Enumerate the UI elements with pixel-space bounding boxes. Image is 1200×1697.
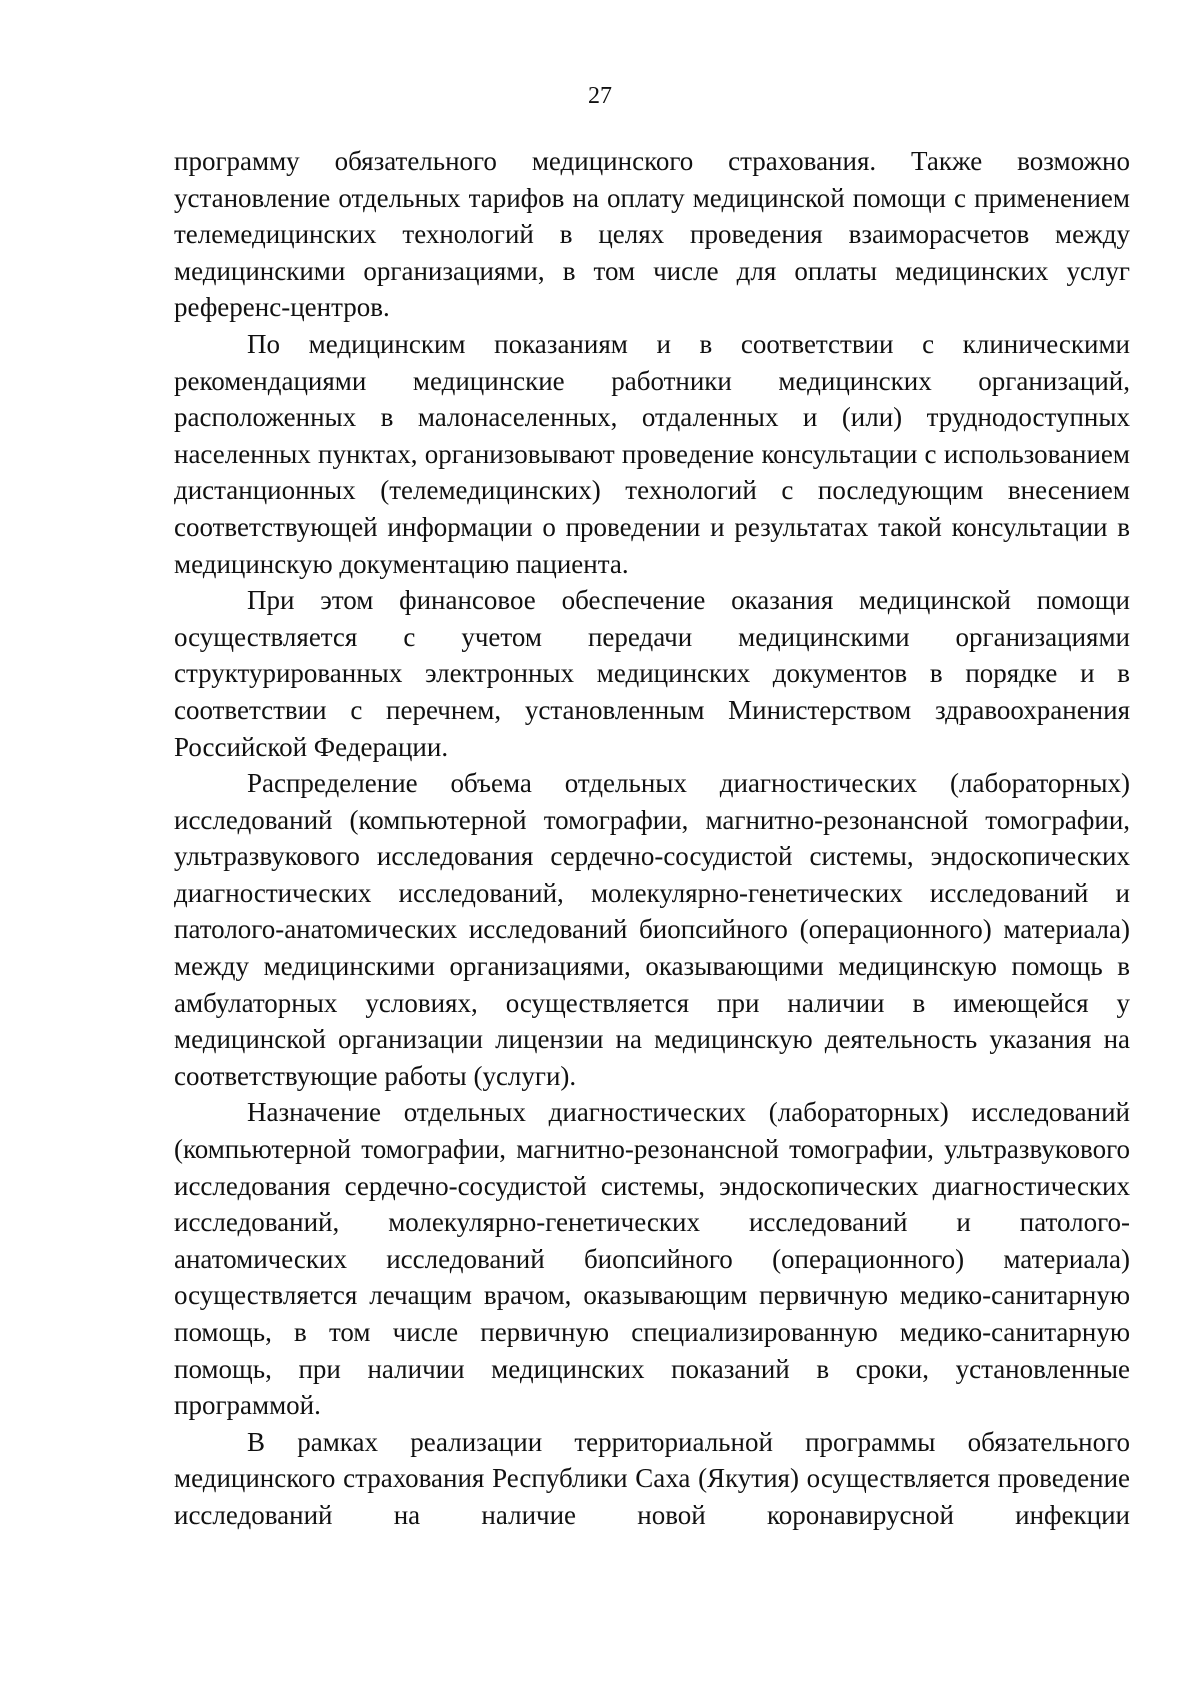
- text-line: При этом финансовое обеспечение оказания медицинской помощи: [247, 585, 1130, 616]
- paragraph-telemedicine-consultations: [174, 326, 1130, 582]
- text-line: применением телемедицинских технологий в целях проведения: [174, 182, 1130, 250]
- text-line: проведение исследований на наличие новой коронавирусной инфекции: [174, 1463, 1131, 1530]
- paragraph-volume-distribution: [174, 765, 1130, 1094]
- text-line: Назначение отдельных диагностических (лабораторных) исследований: [247, 1097, 1130, 1128]
- text-line: осуществляется с учетом передачи медицинскими организациями: [174, 621, 1130, 652]
- text-line: Российской Федерации.: [174, 731, 449, 762]
- text-line: В рамках реализации территориальной программы обязательного: [247, 1426, 1130, 1457]
- text-line: По медицинским показаниям и в соответствии с клиническими: [247, 328, 1130, 359]
- text-line: исследований и патолого-анатомических исследований биопсийного: [174, 1207, 1131, 1274]
- text-line: результатах такой консультации в медицинскую документацию пациента.: [174, 511, 1130, 579]
- text-line: оказывающими медицинскую помощь в амбулаторных условиях,: [174, 951, 1130, 1018]
- text-line: рекомендациями медицинские работники медицинских организаций,: [174, 365, 1130, 396]
- text-line: специализированную медико-санитарную помощь, при наличии медицинских: [174, 1317, 1130, 1384]
- text-line: ультразвукового исследования сердечно-сосудистой системы,: [174, 1134, 1131, 1201]
- text-line: населенных пунктах, организовывают проведение консультации с: [174, 438, 937, 469]
- text-line: (услуги).: [473, 1060, 577, 1091]
- text-line: (операционного) материала) осуществляется лечащим врачом, оказывающим: [174, 1243, 1130, 1311]
- text-line: установление отдельных тарифов на оплату медицинской помощи с: [174, 182, 967, 213]
- text-line: первичную медико-санитарную помощь, в том числе первичную: [174, 1280, 1131, 1347]
- text-line: томографии, ультразвукового исследования сердечно-сосудистой системы,: [174, 804, 1131, 872]
- text-line: взаиморасчетов между медицинскими организациями, в том числе для оплаты: [174, 219, 1131, 286]
- text-line: программу обязательного медицинского страхования. Также возможно: [174, 146, 1130, 176]
- paragraph-diagnostic-assignment: [174, 1094, 1130, 1423]
- paragraph-covid-testing: [174, 1424, 1130, 1534]
- text-line: (компьютерной томографии, магнитно-резонансной томографии,: [174, 1134, 934, 1165]
- text-line: использованием дистанционных (телемедицинских) технологий с: [174, 438, 1130, 506]
- text-line: лицензии на медицинскую деятельность указания на соответствующие работы: [174, 1024, 1130, 1091]
- text-line: исследований (компьютерной томографии, магнитно-резонансной: [174, 804, 969, 835]
- document-body: [174, 143, 1130, 1534]
- text-line: исследований и патолого-анатомических исследований биопсийного: [174, 877, 1131, 945]
- text-line: Распределение объема отдельных диагностических (лабораторных): [247, 768, 1130, 799]
- text-line: осуществляется при наличии в имеющейся у медицинской организации: [174, 987, 1131, 1055]
- text-line: эндоскопических диагностических исследований, молекулярно-генетических: [174, 1170, 1131, 1238]
- text-line: соответствии с перечнем, установленным Министерством здравоохранения: [174, 694, 1130, 725]
- paragraph-continuation: [174, 143, 1130, 326]
- text-line: показаний в сроки, установленные программой.: [174, 1353, 1131, 1421]
- text-line: структурированных электронных медицинских документов в порядке и в: [174, 658, 1130, 689]
- text-line: медицинского страхования Республики Саха (Якутия) осуществляется: [174, 1463, 991, 1494]
- paragraph-financial-support: [174, 582, 1130, 765]
- text-line: расположенных в малонаселенных, отдаленных и (или) труднодоступных: [174, 402, 1130, 433]
- text-line: эндоскопических диагностических исследований, молекулярно-генетических: [174, 841, 1131, 908]
- text-line: последующим внесением соответствующей информации о проведении и: [174, 475, 1130, 542]
- text-line: медицинских услуг референс-центров.: [174, 255, 1130, 323]
- page-number: 27: [588, 83, 612, 109]
- text-line: (операционного) материала) между медицинскими организациями,: [174, 914, 1130, 982]
